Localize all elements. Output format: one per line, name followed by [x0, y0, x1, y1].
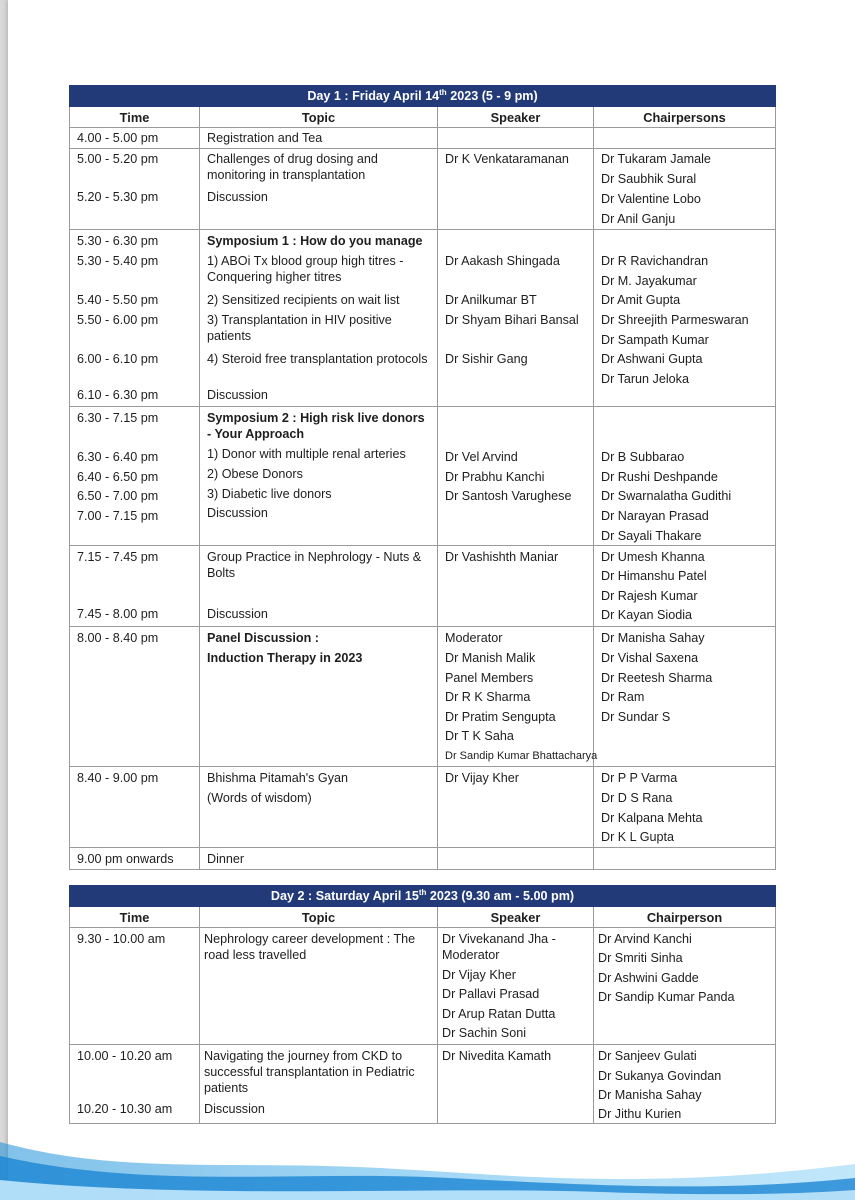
speaker-name: Dr Vijay Kher	[442, 968, 516, 982]
time-slot: 7.00 - 7.15 pm	[77, 509, 159, 523]
col-header-topic: Topic	[200, 907, 438, 928]
speaker-name: Dr Pallavi Prasad	[442, 987, 540, 1001]
chairperson-name: Dr Manisha Sahay	[601, 631, 705, 645]
topic-text: 1) Donor with multiple renal arteries	[207, 447, 406, 461]
col-header-chairpersons: Chairpersons	[594, 107, 776, 128]
topic-text: 3) Diabetic live donors	[207, 487, 332, 501]
table-row	[70, 627, 776, 767]
chairperson-name: Dr K L Gupta	[601, 830, 675, 844]
day1-schedule-table	[69, 85, 776, 870]
panel-topic: Induction Therapy in 2023	[207, 651, 363, 665]
table-row	[70, 128, 776, 149]
topic-text: 4) Steroid free transplantation protocols	[207, 352, 428, 366]
chairperson-name: Dr Anil Ganju	[601, 212, 676, 226]
day2-schedule-table	[69, 885, 776, 1124]
chairperson-name: Dr Umesh Khanna	[601, 550, 705, 564]
time-slot: 10.20 - 10.30 am	[77, 1102, 173, 1116]
chairperson-name: Dr Tukaram Jamale	[601, 152, 711, 166]
speaker-role: Panel Members	[445, 671, 534, 685]
topic-text: Bhishma Pitamah's Gyan	[207, 771, 348, 785]
chairperson-name: Dr Kalpana Mehta	[601, 811, 703, 825]
chairperson-name: Dr Shreejith Parmeswaran	[601, 313, 749, 327]
topic-text: Discussion	[207, 506, 268, 520]
topic-text: Discussion	[207, 607, 268, 621]
topic-text: 2) Sensitized recipients on wait list	[207, 293, 400, 307]
topic-text: Discussion	[207, 190, 268, 204]
time-slot: 7.15 - 7.45 pm	[77, 550, 159, 564]
time-slot: 6.30 - 6.40 pm	[77, 450, 159, 464]
chairperson-name: Dr D S Rana	[601, 791, 673, 805]
chairperson-name: Dr Himanshu Patel	[601, 569, 707, 583]
speaker-name: Dr Vashishth Maniar	[445, 550, 559, 564]
chairperson-name: Dr Ashwani Gupta	[601, 352, 703, 366]
speaker-name: Dr Vijay Kher	[445, 771, 519, 785]
chairperson-name: Dr Rushi Deshpande	[601, 470, 718, 484]
col-header-speaker: Speaker	[438, 907, 594, 928]
time-slot: 6.30 - 7.15 pm	[77, 411, 159, 425]
speaker-name: Dr T K Saha	[445, 729, 514, 743]
speaker-name: Dr Sachin Soni	[442, 1026, 526, 1040]
table-row	[70, 848, 776, 870]
chairperson-name: Dr Tarun Jeloka	[601, 372, 689, 386]
speaker-name: Dr Prabhu Kanchi	[445, 470, 545, 484]
speaker-name: Dr Aakash Shingada	[445, 254, 560, 268]
col-header-chairperson: Chairperson	[594, 907, 776, 928]
topic-text: Navigating the journey from CKD to successful transplantation in Pediatric patients	[204, 1049, 415, 1095]
chairperson-name: Dr R Ravichandran	[601, 254, 709, 268]
table-row	[70, 407, 776, 546]
topic-text: 2) Obese Donors	[207, 467, 303, 481]
topic-text: Nephrology career development : The road less travelled	[204, 932, 416, 962]
chairperson-name: Dr Vishal Saxena	[601, 651, 699, 665]
chairperson-name: Dr Valentine Lobo	[601, 192, 701, 206]
topic-text: Discussion	[204, 1102, 265, 1116]
table-row	[70, 928, 776, 1045]
time-slot: 8.40 - 9.00 pm	[77, 771, 159, 785]
speaker-role: Moderator	[445, 631, 503, 645]
topic-text: (Words of wisdom)	[207, 791, 312, 805]
time-slot: 6.50 - 7.00 pm	[77, 489, 159, 503]
chairperson-name: Dr Swarnalatha Gudithi	[601, 489, 732, 503]
day1-heading: Day 1 : Friday April 14th 2023 (5 - 9 pm)	[70, 86, 776, 107]
chairperson-name: Dr Sayali Thakare	[601, 529, 702, 543]
speaker-name: Dr Sandip Kumar Bhattacharya	[445, 750, 598, 762]
time-slot: 7.45 - 8.00 pm	[77, 607, 159, 621]
speaker-name: Dr K Venkataramanan	[445, 152, 569, 166]
topic-text: Challenges of drug dosing and monitoring in transplantation	[207, 152, 378, 182]
chairperson-name: Dr Narayan Prasad	[601, 509, 709, 523]
topic-text: Discussion	[207, 388, 268, 402]
topic-text: 1) ABOi Tx blood group high titres - Conquering higher titres	[207, 254, 404, 284]
time-slot: 5.30 - 5.40 pm	[77, 254, 159, 268]
chairperson-name: Dr Reetesh Sharma	[601, 671, 713, 685]
time-slot: 5.00 - 5.20 pm	[77, 152, 159, 166]
time-slot: 4.00 - 5.00 pm	[77, 131, 159, 145]
chairperson-name: Dr Sandip Kumar Panda	[598, 990, 735, 1004]
panel-title: Panel Discussion :	[207, 631, 319, 645]
col-header-topic: Topic	[200, 107, 438, 128]
chairperson-name: Dr Manisha Sahay	[598, 1088, 702, 1102]
speaker-name: Dr Shyam Bihari Bansal	[445, 313, 579, 327]
speaker-name: Dr Anilkumar BT	[445, 293, 537, 307]
col-header-time: Time	[70, 107, 200, 128]
time-slot: 5.30 - 6.30 pm	[77, 234, 159, 248]
chairperson-name: Dr B Subbarao	[601, 450, 685, 464]
time-slot: 8.00 - 8.40 pm	[77, 631, 159, 645]
table-row	[70, 230, 776, 407]
table-row	[70, 767, 776, 848]
time-slot: 5.20 - 5.30 pm	[77, 190, 159, 204]
speaker-name: Dr Pratim Sengupta	[445, 710, 556, 724]
chairperson-name: Dr Sampath Kumar	[601, 333, 709, 347]
symposium-title: Symposium 1 : How do you manage	[207, 234, 423, 248]
col-header-speaker: Speaker	[438, 107, 594, 128]
speaker-name: Dr Vivekanand Jha - Moderator	[442, 932, 556, 962]
topic-text: Registration and Tea	[207, 131, 323, 145]
time-slot: 10.00 - 10.20 am	[77, 1049, 173, 1063]
topic-text: Group Practice in Nephrology - Nuts & Bolts	[207, 550, 422, 580]
time-slot: 9.30 - 10.00 am	[77, 932, 166, 946]
decorative-wave-footer	[0, 1120, 855, 1200]
chairperson-name: Dr Ram	[601, 690, 645, 704]
chairperson-name: Dr P P Varma	[601, 771, 678, 785]
speaker-name: Dr Arup Ratan Dutta	[442, 1007, 556, 1021]
speaker-name: Dr Vel Arvind	[445, 450, 518, 464]
chairperson-name: Dr Arvind Kanchi	[598, 932, 692, 946]
topic-text: Dinner	[207, 852, 245, 866]
time-slot: 6.00 - 6.10 pm	[77, 352, 159, 366]
table-row	[70, 149, 776, 230]
time-slot: 5.40 - 5.50 pm	[77, 293, 159, 307]
table-row	[70, 546, 776, 627]
speaker-name: Dr Nivedita Kamath	[442, 1049, 552, 1063]
chairperson-name: Dr M. Jayakumar	[601, 274, 697, 288]
speaker-name: Dr Sishir Gang	[445, 352, 528, 366]
chairperson-name: Dr Ashwini Gadde	[598, 971, 699, 985]
chairperson-name: Dr Amit Gupta	[601, 293, 681, 307]
topic-text: 3) Transplantation in HIV positive patients	[207, 313, 392, 343]
time-slot: 5.50 - 6.00 pm	[77, 313, 159, 327]
time-slot: 9.00 pm onwards	[77, 852, 174, 866]
speaker-name: Dr Manish Malik	[445, 651, 536, 665]
chairperson-name: Dr Sanjeev Gulati	[598, 1049, 697, 1063]
symposium-title: Symposium 2 : High risk live donors - Your Approach	[207, 411, 425, 441]
time-slot: 6.10 - 6.30 pm	[77, 388, 159, 402]
table-row	[70, 1045, 776, 1124]
chairperson-name: Dr Sundar S	[601, 710, 671, 724]
speaker-name: Dr Santosh Varughese	[445, 489, 572, 503]
speaker-name: Dr R K Sharma	[445, 690, 531, 704]
chairperson-name: Dr Sukanya Govindan	[598, 1069, 722, 1083]
chairperson-name: Dr Saubhik Sural	[601, 172, 697, 186]
col-header-time: Time	[70, 907, 200, 928]
time-slot: 6.40 - 6.50 pm	[77, 470, 159, 484]
day2-heading: Day 2 : Saturday April 15th 2023 (9.30 am - 5.00 pm)	[70, 886, 776, 907]
chairperson-name: Dr Kayan Siodia	[601, 608, 693, 622]
chairperson-name: Dr Smriti Sinha	[598, 951, 683, 965]
chairperson-name: Dr Rajesh Kumar	[601, 589, 698, 603]
chairperson-name: Dr Jithu Kurien	[598, 1107, 682, 1121]
